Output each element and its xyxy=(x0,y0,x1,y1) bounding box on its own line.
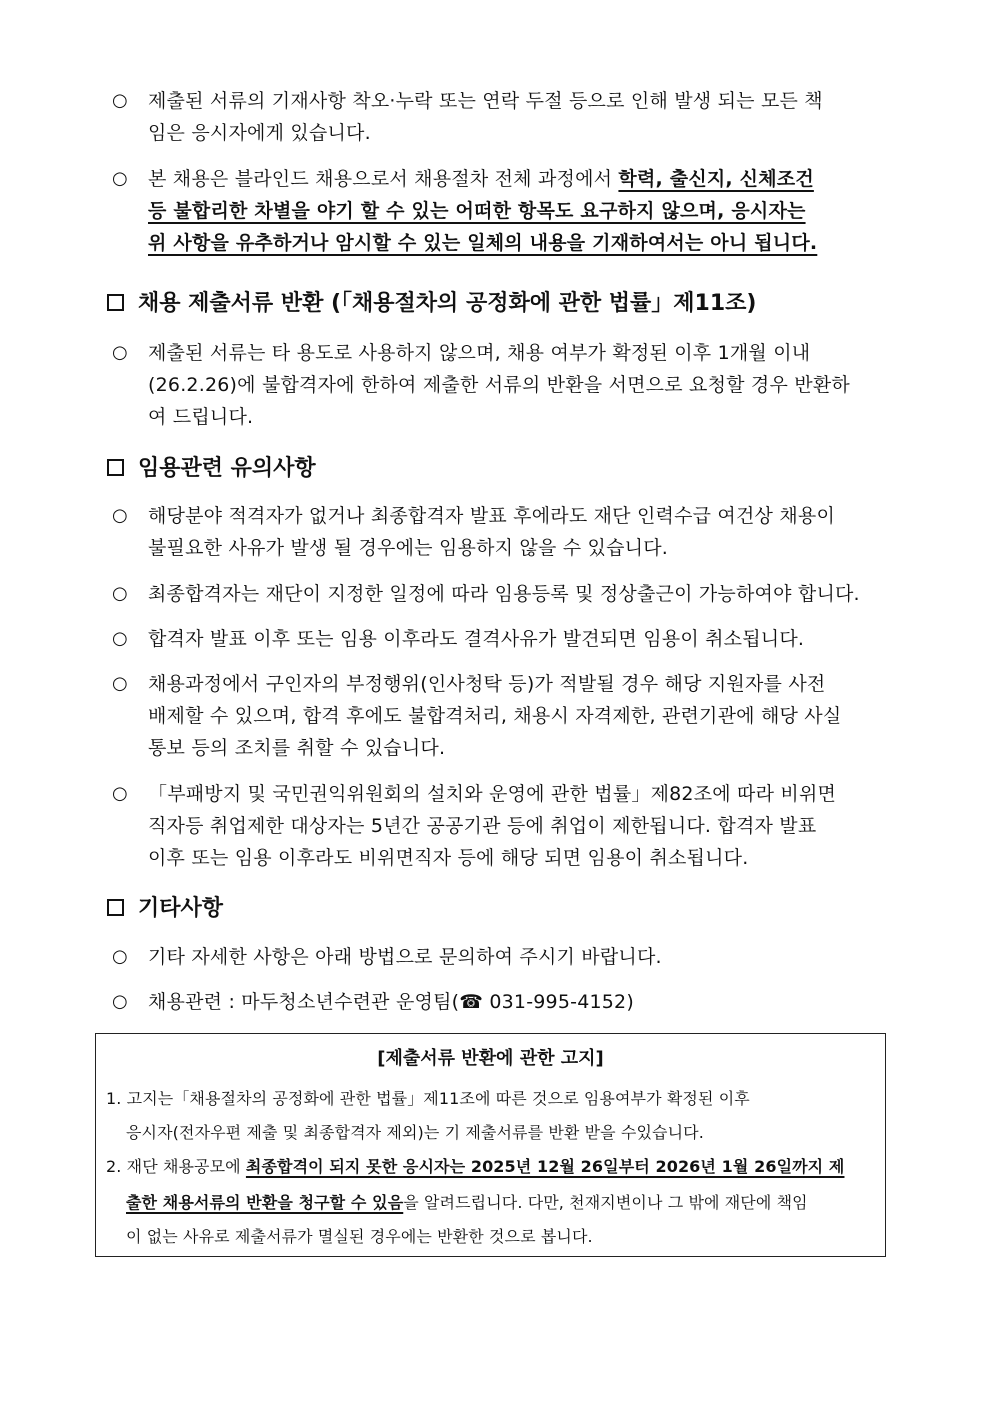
checkbox-square-icon xyxy=(107,899,124,916)
paragraph-line xyxy=(148,227,894,259)
bullet-circle: ○ xyxy=(112,342,128,363)
list-item xyxy=(148,668,894,764)
bullet-circle: ○ xyxy=(112,991,128,1012)
list-item xyxy=(148,778,894,874)
notice-line: 출한 채용서류의 반환을 청구할 수 있음을 알려드립니다. 다만, 천재지변이나 그 밖에 재단에 책임 xyxy=(126,1193,808,1212)
notice-paragraph-blind-hiring xyxy=(148,163,894,259)
list-item xyxy=(148,578,894,610)
contact-info xyxy=(148,986,894,1018)
paragraph-line: 「부패방지 및 국민권익위원회의 설치와 운영에 관한 법률」제82조에 따라 비위면 xyxy=(148,783,837,805)
paragraph-line: 직자등 취업제한 대상자는 5년간 공공기관 등에 취업이 제한됩니다. 합격자 발표 xyxy=(148,815,817,837)
paragraph-document-return xyxy=(148,337,894,433)
list-item xyxy=(148,941,894,973)
section-heading-document-return: 채용 제출서류 반환 (「채용절차의 공정화에 관한 법률」제11조) xyxy=(107,287,756,321)
underlined-emphasis: 위 사항을 유추하거나 암시할 수 있는 일체의 내용을 기재하여서는 아니 됩니다. xyxy=(148,232,818,254)
notice-line: 이 없는 사유로 제출서류가 멸실된 경우에는 반환한 것으로 봅니다. xyxy=(126,1227,593,1246)
bullet-circle: ○ xyxy=(112,505,128,526)
paragraph-line: 통보 등의 조치를 취할 수 있습니다. xyxy=(148,737,446,759)
paragraph-line: 이후 또는 임용 이후라도 비위면직자 등에 해당 되면 임용이 취소됩니다. xyxy=(148,847,749,869)
bullet-circle: ○ xyxy=(112,168,128,189)
notice-paragraph-responsibility xyxy=(148,85,894,149)
paragraph-line: (26.2.26)에 불합격자에 한하여 제출한 서류의 반환을 서면으로 요청할 경우 반환하 xyxy=(148,374,850,396)
notice-line: 2. 재단 채용공모에 최종합격이 되지 못한 응시자는 2025년 12월 26일부터 2026년 1월 26일까지 제 xyxy=(106,1157,845,1176)
notice-line: 1. 고지는「채용절차의 공정화에 관한 법률」제11조에 따른 것으로 임용여부가 확정된 이후 xyxy=(106,1089,750,1108)
list-item xyxy=(148,500,894,564)
paragraph-line xyxy=(148,195,894,227)
paragraph-line: 기타 자세한 사항은 아래 방법으로 문의하여 주시기 바랍니다. xyxy=(148,946,662,968)
section-heading-other: 기타사항 xyxy=(107,892,223,926)
section-heading-appointment-notes: 임용관련 유의사항 xyxy=(107,452,316,486)
notice-line: 응시자(전자우편 제출 및 최종합격자 제외)는 기 제출서류를 반환 받을 수있습니다. xyxy=(126,1123,704,1142)
paragraph-line: 채용과정에서 구인자의 부정행위(인사청탁 등)가 적발될 경우 해당 지원자를 사전 xyxy=(148,673,826,695)
paragraph-line: 여 드립니다. xyxy=(148,406,254,428)
checkbox-square-icon xyxy=(107,294,124,311)
checkbox-square-icon xyxy=(107,459,124,476)
paragraph-line: 본 채용은 블라인드 채용으로서 채용절차 전체 과정에서 학력, 출신지, 신체조건 xyxy=(148,168,814,190)
paragraph-line: 배제할 수 있으며, 합격 후에도 불합격처리, 채용시 자격제한, 관련기관에 해당 사실 xyxy=(148,705,842,727)
underlined-emphasis: 학력, 출신지, 신체조건 xyxy=(618,168,814,190)
bullet-circle: ○ xyxy=(112,628,128,649)
notice-box xyxy=(95,1033,886,1257)
paragraph-line: 합격자 발표 이후 또는 임용 이후라도 결격사유가 발견되면 임용이 취소됩니다. xyxy=(148,628,805,650)
notice-title: [제출서류 반환에 관한 고지] xyxy=(377,1048,604,1069)
paragraph-line: 해당분야 적격자가 없거나 최종합격자 발표 후에라도 재단 인력수급 여건상 채용이 xyxy=(148,505,835,527)
paragraph-line: 제출된 서류는 타 용도로 사용하지 않으며, 채용 여부가 확정된 이후 1개월 이내 xyxy=(148,342,811,364)
list-item xyxy=(148,623,894,655)
paragraph-line: 불필요한 사유가 발생 될 경우에는 임용하지 않을 수 있습니다. xyxy=(148,537,669,559)
bullet-circle: ○ xyxy=(112,783,128,804)
paragraph-line: 임은 응시자에게 있습니다. xyxy=(148,122,371,144)
underlined-emphasis: 출한 채용서류의 반환을 청구할 수 있음 xyxy=(126,1193,404,1212)
paragraph-line: 제출된 서류의 기재사항 착오·누락 또는 연락 두절 등으로 인해 발생 되는 모든 책 xyxy=(148,90,823,112)
paragraph-line: 최종합격자는 재단이 지정한 일정에 따라 임용등록 및 정상출근이 가능하여야 합니다. xyxy=(148,583,860,605)
underlined-emphasis: 최종합격이 되지 못한 응시자는 2025년 12월 26일부터 2026년 1월 26일까지 제 xyxy=(245,1157,845,1176)
bullet-circle: ○ xyxy=(112,673,128,694)
bullet-circle: ○ xyxy=(112,946,128,967)
underlined-emphasis: 등 불합리한 차별을 야기 할 수 있는 어떠한 항목도 요구하지 않으며, 응시자는 xyxy=(148,200,806,222)
bullet-circle: ○ xyxy=(112,583,128,604)
paragraph-line: 채용관련 : 마두청소년수련관 운영팀(☎ 031-995-4152) xyxy=(148,991,634,1013)
bullet-circle: ○ xyxy=(112,90,128,111)
